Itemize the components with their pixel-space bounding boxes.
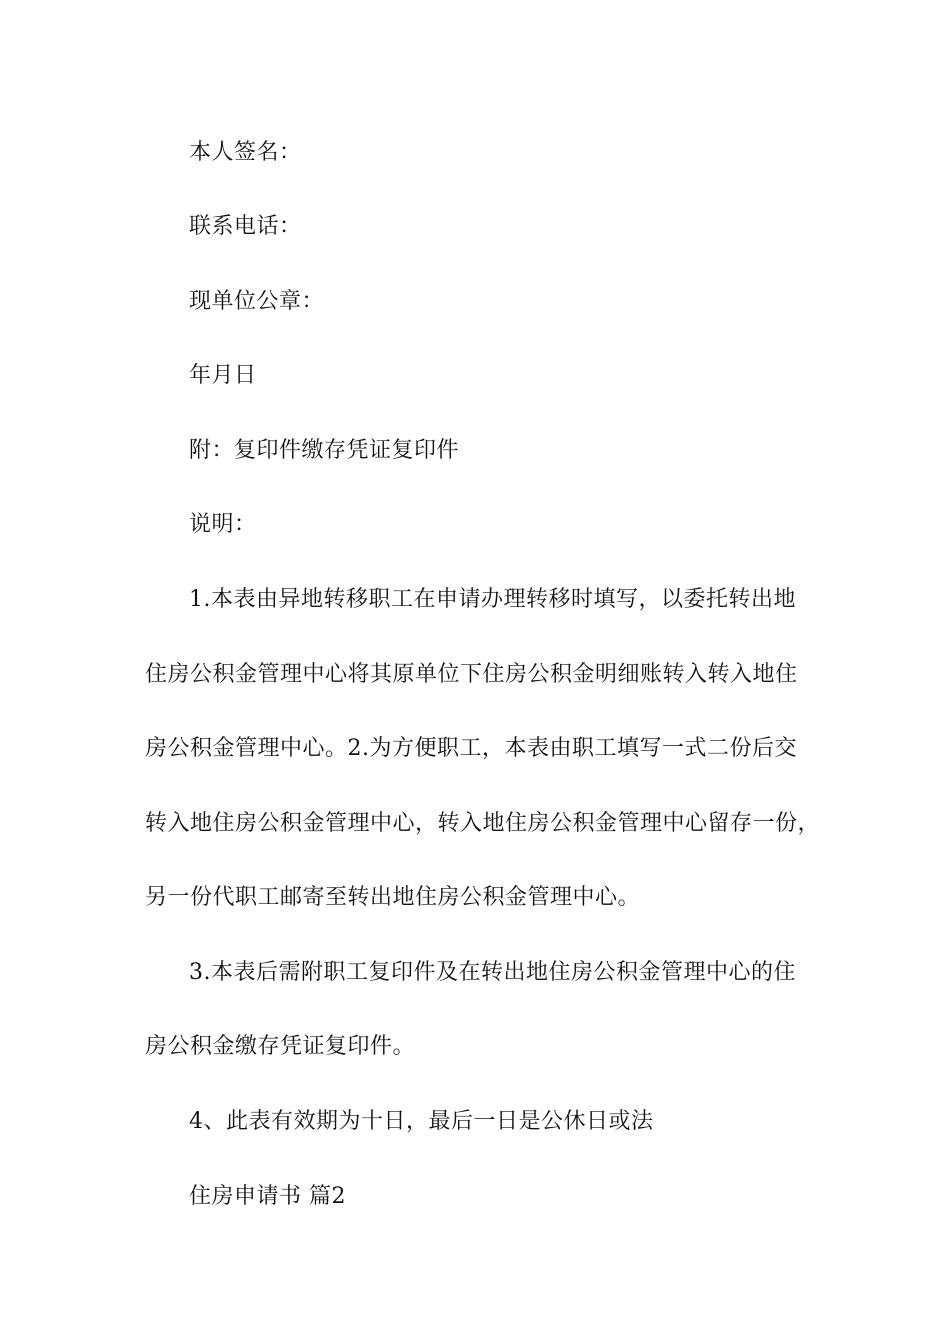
date-label: 年月日 bbox=[189, 363, 257, 388]
note-3-line-1: 3.本表后需附职工复印件及在转出地住房公积金管理中心的住 bbox=[189, 960, 796, 985]
notes-heading: 说明： bbox=[189, 512, 257, 537]
note-2-line-1: 房公积金管理中心。2.为方便职工，本表由职工填写一式二份后交 bbox=[145, 736, 797, 761]
note-3-line-2: 房公积金缴存凭证复印件。 bbox=[145, 1034, 416, 1059]
note-1-line-2: 住房公积金管理中心将其原单位下住房公积金明细账转入转入地住 bbox=[145, 662, 798, 687]
section-heading: 住房申请书 篇2 bbox=[189, 1184, 346, 1209]
note-4-line-1: 4、此表有效期为十日，最后一日是公休日或法 bbox=[189, 1109, 654, 1134]
attachment-line: 附：复印件缴存凭证复印件 bbox=[189, 438, 460, 463]
signature-label: 本人签名： bbox=[189, 140, 302, 165]
unit-seal-label: 现单位公章： bbox=[189, 289, 325, 314]
note-1-line-1: 1.本表由异地转移职工在申请办理转移时填写，以委托转出地 bbox=[189, 587, 796, 612]
phone-label: 联系电话： bbox=[189, 214, 302, 239]
note-2-line-3: 另一份代职工邮寄至转出地住房公积金管理中心。 bbox=[145, 885, 641, 910]
note-2-line-2: 转入地住房公积金管理中心，转入地住房公积金管理中心留存一份， bbox=[145, 811, 821, 836]
